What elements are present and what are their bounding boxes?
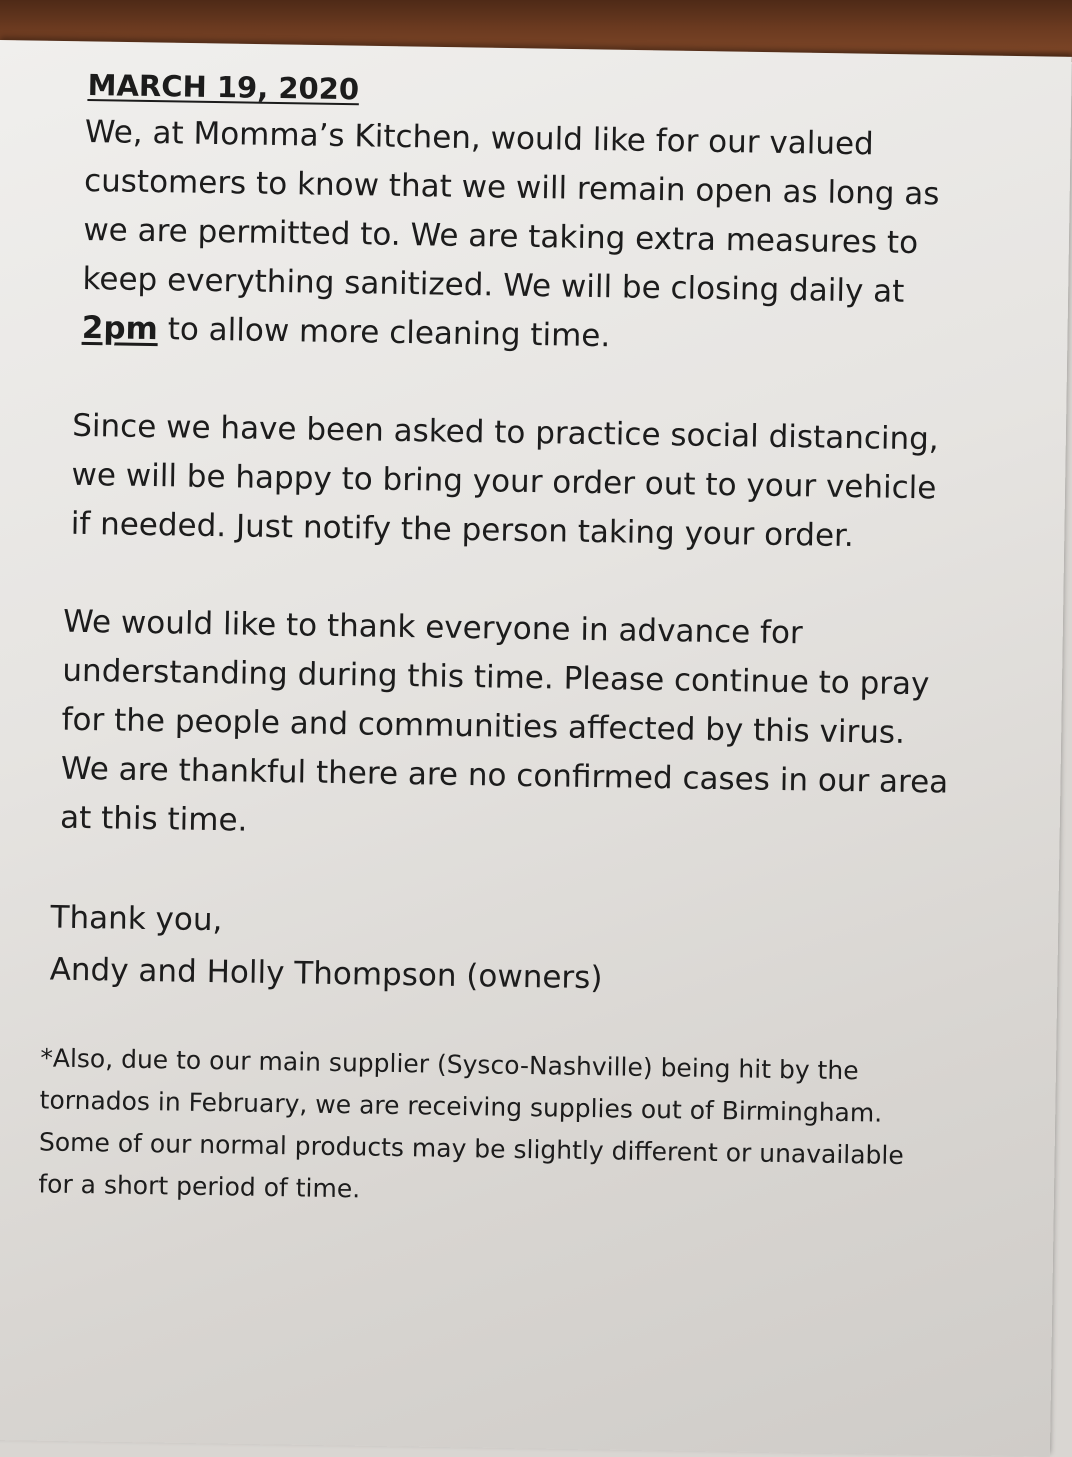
footnote-line: for a short period of time. xyxy=(38,1169,361,1204)
supplier-footnote xyxy=(38,1037,961,1219)
closing-time-tail: to allow more cleaning time. xyxy=(157,311,611,355)
paragraph-thanks xyxy=(60,598,1020,858)
closing-time: 2pm xyxy=(81,309,159,348)
signature: Andy and Holly Thompson (owners) xyxy=(49,951,603,997)
paragraph-line: We are thankful there are no confirmed cases in our area xyxy=(60,750,949,801)
paragraph-line: keep everything sanitized. We will be closing daily at xyxy=(82,260,905,310)
paragraph-line: Since we have been asked to practice social distancing, xyxy=(72,407,939,458)
paragraph-line: We would like to thank everyone in advance for xyxy=(62,603,804,652)
footnote-line: *Also, due to our main supplier (Sysco-Nashville) being hit by the xyxy=(40,1043,859,1086)
notice-date: MARCH 19, 2020 xyxy=(87,67,360,107)
salutation: Thank you, xyxy=(50,899,223,939)
footnote-line: Some of our normal products may be slightly different or unavailable xyxy=(38,1127,904,1170)
paragraph-social-distancing xyxy=(70,402,1022,564)
footnote-line: tornados in February, we are receiving supplies out of Birmingham. xyxy=(39,1085,883,1128)
paragraph-line: we are permitted to. We are taking extra measures to xyxy=(83,211,919,262)
paragraph-line: We, at Momma’s Kitchen, would like for our valued xyxy=(84,113,875,163)
paragraph-line: at this time. xyxy=(59,799,248,839)
paragraph-line: we will be happy to bring your order out to your vehicle xyxy=(71,456,937,507)
paragraph-line: understanding during this time. Please continue to pray xyxy=(62,652,930,703)
closing-block xyxy=(49,892,1015,1011)
paragraph-open-hours xyxy=(81,108,1027,368)
paragraph-line: if needed. Just notify the person taking your order. xyxy=(70,505,855,555)
paragraph-line: customers to know that we will remain open as long as xyxy=(83,162,940,213)
paragraph-line: for the people and communities affected by this virus. xyxy=(61,701,906,751)
notice-text xyxy=(38,62,1028,1246)
